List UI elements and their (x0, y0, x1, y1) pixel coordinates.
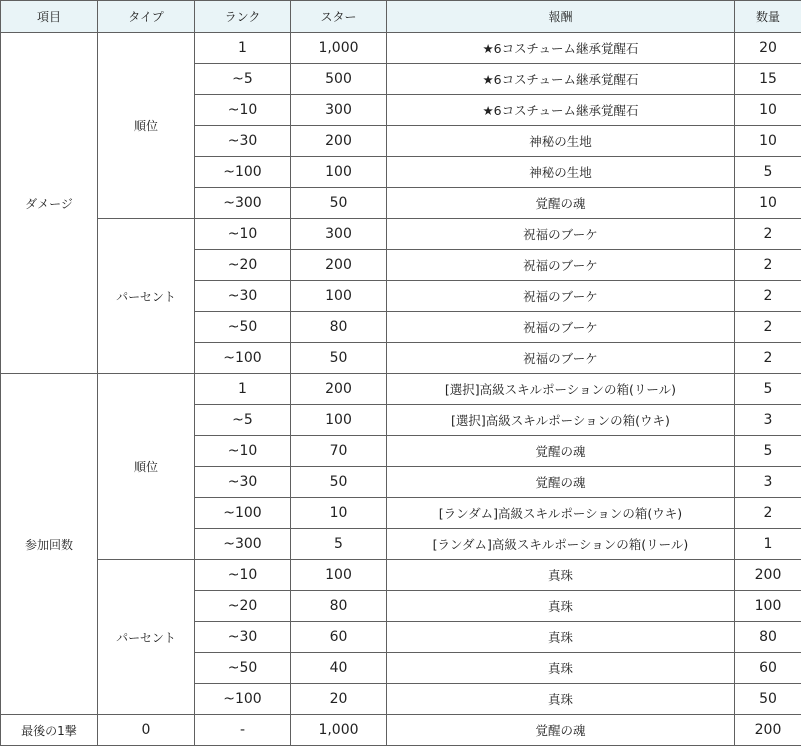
rank-cell: ~30 (195, 126, 291, 157)
stars-cell: 50 (291, 343, 387, 374)
reward-cell: 祝福のブーケ (387, 343, 735, 374)
quantity-cell: 10 (735, 95, 801, 126)
quantity-cell: 10 (735, 126, 801, 157)
reward-cell: 祝福のブーケ (387, 219, 735, 250)
reward-cell: 覚醒の魂 (387, 436, 735, 467)
quantity-cell: 50 (735, 684, 801, 715)
stars-cell: 1,000 (291, 33, 387, 64)
rank-cell: ~30 (195, 622, 291, 653)
stars-cell: 200 (291, 374, 387, 405)
reward-cell: [ランダム]高級スキルポーションの箱(リール) (387, 529, 735, 560)
stars-cell: 100 (291, 157, 387, 188)
reward-cell: 真珠 (387, 684, 735, 715)
reward-cell: 真珠 (387, 591, 735, 622)
rank-cell: ~5 (195, 405, 291, 436)
rank-cell: ~100 (195, 157, 291, 188)
stars-cell: 10 (291, 498, 387, 529)
reward-cell: [ランダム]高級スキルポーションの箱(ウキ) (387, 498, 735, 529)
stars-cell: 50 (291, 188, 387, 219)
quantity-cell: 80 (735, 622, 801, 653)
quantity-cell: 2 (735, 312, 801, 343)
quantity-cell: 2 (735, 498, 801, 529)
header-reward: 報酬 (387, 1, 735, 33)
rank-cell: ~300 (195, 188, 291, 219)
stars-cell: 100 (291, 405, 387, 436)
reward-cell: 覚醒の魂 (387, 715, 735, 746)
stars-cell: 1,000 (291, 715, 387, 746)
table-row (1, 560, 801, 591)
stars-cell: 300 (291, 219, 387, 250)
reward-cell: 真珠 (387, 622, 735, 653)
stars-cell: 40 (291, 653, 387, 684)
category-cell: 最後の1撃 (1, 715, 98, 746)
stars-cell: 100 (291, 560, 387, 591)
header-type: タイプ (98, 1, 195, 33)
rank-cell: ~20 (195, 591, 291, 622)
rank-cell: ~100 (195, 684, 291, 715)
reward-cell: 覚醒の魂 (387, 188, 735, 219)
rank-cell: ~100 (195, 498, 291, 529)
rank-cell: ~50 (195, 312, 291, 343)
quantity-cell: 3 (735, 405, 801, 436)
stars-cell: 20 (291, 684, 387, 715)
header-rank: ランク (195, 1, 291, 33)
quantity-cell: 5 (735, 374, 801, 405)
quantity-cell: 200 (735, 560, 801, 591)
stars-cell: 300 (291, 95, 387, 126)
reward-cell: 神秘の生地 (387, 157, 735, 188)
rank-cell: ~20 (195, 250, 291, 281)
reward-cell: 祝福のブーケ (387, 281, 735, 312)
rank-cell: ~30 (195, 467, 291, 498)
rank-cell: ~5 (195, 64, 291, 95)
reward-cell: ★6コスチューム継承覚醒石 (387, 33, 735, 64)
reward-cell: 神秘の生地 (387, 126, 735, 157)
quantity-cell: 200 (735, 715, 801, 746)
quantity-cell: 1 (735, 529, 801, 560)
rank-cell: ~10 (195, 219, 291, 250)
table-row (1, 33, 801, 64)
quantity-cell: 5 (735, 436, 801, 467)
table-body (1, 33, 801, 746)
reward-cell: 覚醒の魂 (387, 467, 735, 498)
category-cell: 参加回数 (1, 374, 98, 715)
reward-cell: 真珠 (387, 653, 735, 684)
rank-cell: ~10 (195, 436, 291, 467)
reward-cell: [選択]高級スキルポーションの箱(ウキ) (387, 405, 735, 436)
rank-cell: ~10 (195, 560, 291, 591)
reward-cell: 祝福のブーケ (387, 312, 735, 343)
stars-cell: 70 (291, 436, 387, 467)
table-row (1, 374, 801, 405)
rank-cell: ~100 (195, 343, 291, 374)
rank-cell: - (195, 715, 291, 746)
stars-cell: 200 (291, 126, 387, 157)
rank-cell: ~10 (195, 95, 291, 126)
header-quantity: 数量 (735, 1, 801, 33)
quantity-cell: 60 (735, 653, 801, 684)
reward-cell: ★6コスチューム継承覚醒石 (387, 64, 735, 95)
table-row-last-hit (1, 715, 801, 746)
reward-cell: [選択]高級スキルポーションの箱(リール) (387, 374, 735, 405)
quantity-cell: 10 (735, 188, 801, 219)
rank-cell: ~300 (195, 529, 291, 560)
table-row (1, 219, 801, 250)
stars-cell: 5 (291, 529, 387, 560)
type-cell: 順位 (98, 374, 195, 560)
rank-cell: ~30 (195, 281, 291, 312)
stars-cell: 500 (291, 64, 387, 95)
type-cell: 順位 (98, 33, 195, 219)
type-cell: パーセント (98, 219, 195, 374)
rank-cell: ~50 (195, 653, 291, 684)
reward-cell: ★6コスチューム継承覚醒石 (387, 95, 735, 126)
header-row (1, 1, 801, 33)
quantity-cell: 2 (735, 343, 801, 374)
type-cell: 0 (98, 715, 195, 746)
quantity-cell: 20 (735, 33, 801, 64)
stars-cell: 200 (291, 250, 387, 281)
rank-cell: 1 (195, 374, 291, 405)
quantity-cell: 5 (735, 157, 801, 188)
category-cell: ダメージ (1, 33, 98, 374)
quantity-cell: 2 (735, 281, 801, 312)
reward-cell: 祝福のブーケ (387, 250, 735, 281)
quantity-cell: 2 (735, 219, 801, 250)
stars-cell: 80 (291, 591, 387, 622)
quantity-cell: 100 (735, 591, 801, 622)
stars-cell: 80 (291, 312, 387, 343)
rank-cell: 1 (195, 33, 291, 64)
type-cell: パーセント (98, 560, 195, 715)
header-stars: スター (291, 1, 387, 33)
quantity-cell: 15 (735, 64, 801, 95)
quantity-cell: 3 (735, 467, 801, 498)
quantity-cell: 2 (735, 250, 801, 281)
stars-cell: 60 (291, 622, 387, 653)
reward-cell: 真珠 (387, 560, 735, 591)
stars-cell: 50 (291, 467, 387, 498)
stars-cell: 100 (291, 281, 387, 312)
header-category: 項目 (1, 1, 98, 33)
